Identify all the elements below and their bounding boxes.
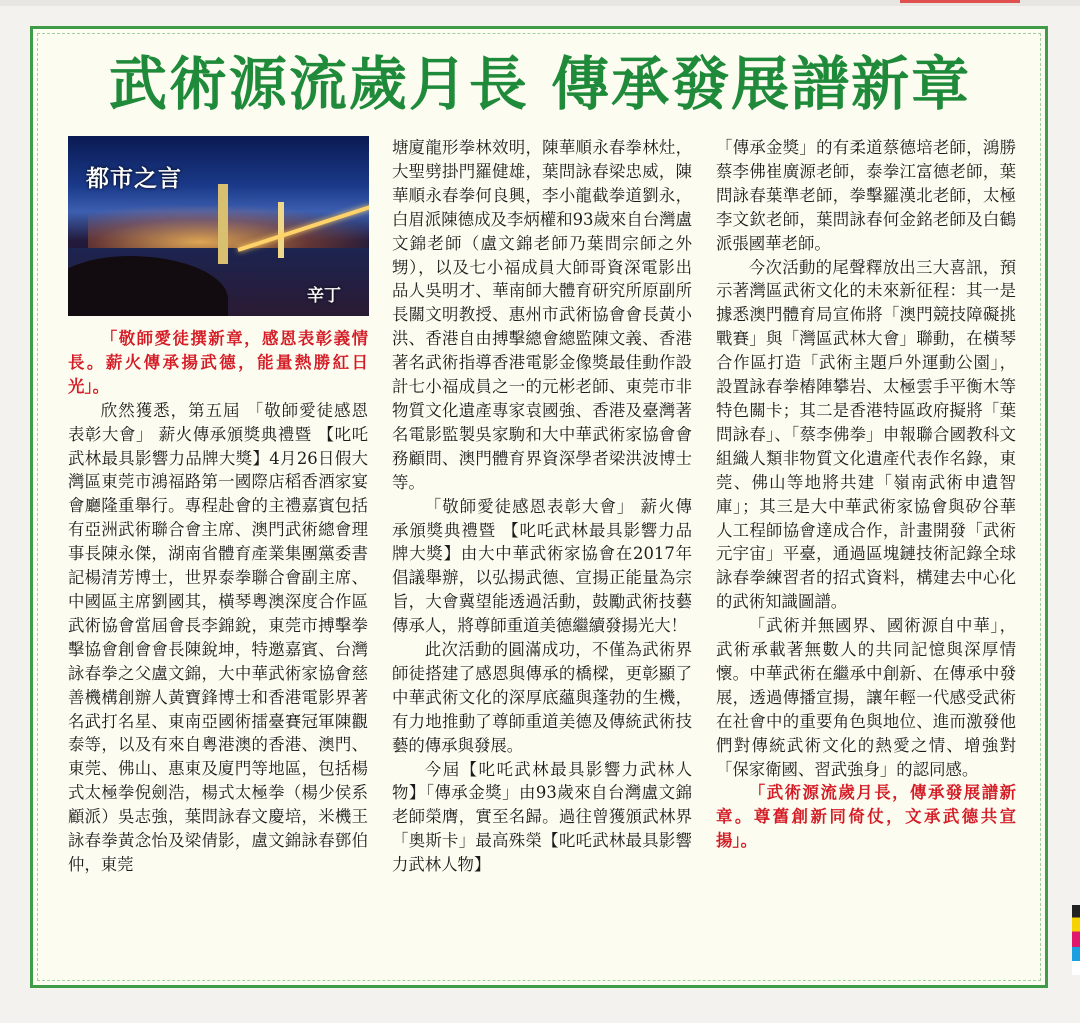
lead-verse: 「敬師愛徒撰新章，感恩表彰義情長。薪火傳承揚武德，能量熱勝紅日光」。	[68, 329, 368, 396]
paragraph: 塘廈龍形拳林效明，陳華順永春拳林灶，大聖劈掛門羅健雄，葉問詠春梁忠威，陳華順永春拳何良興，李小龍截拳道劉永，白眉派陳德成及李炳權和93歲來自台灣盧文錦老師（盧文錦老師乃葉問宗師之外甥），以及七小福成員大師哥資深電影出品人吳明才、華南師大體育研究所原副所長關文明教授、惠州市武術協會會長黃小洪、香港自由搏擊總會總監陳文義、香港著名武術指導香港電影金像獎最佳動作設計七小福成員之一的元彬老師、東莞市非物質文化遺產專家袁國強、香港及臺灣著名電影監製吳家駒和大中華武術家協會會務顧問、澳門體育界資深學者梁洪波博士等。	[392, 138, 692, 492]
tower-shape	[218, 184, 228, 264]
paragraph: 今次活動的尾聲釋放出三大喜訊，預示著灣區武術文化的未來新征程：其一是據悉澳門體育局宣佈將「澳門競技障礙挑戰賽」與「灣區武林大會」聯動，在橫琴合作區打造「武術主題戶外運動公園」，設置詠春拳樁陣攀岩、太極雲手平衡木等特色關卡；其二是香港特區政府擬將「葉問詠春」、「蔡李佛拳」申報聯合國教科文組織人類非物質文化遺產代表作名錄，東莞、佛山等地將共建「嶺南武術申遺智庫」；其三是大中華武術家協會與矽谷華人工程師協會達成合作，計畫開發「武術元宇宙」平臺，通過區塊鏈技術記錄全球詠春拳練習者的招式資料，構建去中心化的武術知識圖譜。	[716, 257, 1016, 612]
article-headline: 武術源流歲月長 傳承發展譜新章	[108, 50, 972, 118]
column-caption: 都市之言	[86, 166, 182, 192]
top-accent-line	[900, 0, 1020, 3]
paragraph: 今屆【叱吒武林最具影響力武林人物】「傳承金獎」由93歲來自台灣盧文錦老師榮膺，實至名歸。過往曾獲頒武林界「奧斯卡」最高殊榮【叱吒武林最具影響力武林人物】	[392, 759, 692, 875]
paragraph: 此次活動的圓滿成功，不僅為武術界師徒搭建了感恩與傳承的橋樑，更彰顯了中華武術文化的深厚底蘊與蓬勃的生機，有力地推動了尊師重道美德及傳統武術技藝的傳承與發展。	[392, 640, 692, 755]
column-photo	[68, 136, 369, 316]
paragraph: 「傳承金獎」的有柔道蔡德培老師，鴻勝蔡李佛崔廣源老師，泰拳江富德老師，葉問詠春葉準老師，拳擊羅漢北老師，太極李文欽老師，葉問詠春何金銘老師及白鶴派張國華老師。	[716, 138, 1016, 253]
article-column-3	[716, 136, 1016, 853]
article-column-2	[392, 136, 692, 877]
closing-verse: 「武術源流歲月長，傳承發展譜新章。尊舊創新同倚仗，文承武德共宣揚」。	[716, 783, 1016, 851]
paragraph: 「武術并無國界、國術源自中華」，武術承載著無數人的共同記憶與深厚情懷。中華武術在繼承中創新、在傳承中發展，透過傳播宣揚，讓年輕一代感受武術在社會中的重要角色與地位、進而激發他們對傳統武術文化的熱愛之情、增強對「保家衛國、習武強身」的認同感。	[716, 616, 1016, 779]
paragraph: 「敬師愛徒感恩表彰大會」 薪火傳承頒獎典禮暨 【叱吒武林最具影響力品牌大獎】由大中華武術家協會在2017年倡議舉辦，以弘揚武德、宣揚正能量為宗旨，大會冀望能透過活動，鼓勵武術技藝傳承人，將尊師重道美德繼續發揚光大！	[392, 496, 692, 636]
column-author: 辛丁	[307, 286, 341, 306]
tower-shape-2	[278, 202, 284, 258]
print-color-swatch	[1072, 905, 1080, 975]
paragraph: 欣然獲悉，第五屆 「敬師愛徒感恩表彰大會」 薪火傳承頒獎典禮暨 【叱吒武林最具影響力品牌大獎】4月26日假大灣區東莞市鴻福路第一國際店稻香酒家宴會廳隆重舉行。專程赴會的主禮嘉賓包括有亞洲武術聯合會主席、澳門武術總會理事長陳永傑，湖南省體育產業集團黨委書記楊清芳博士，世界泰拳聯合會副主席、中國區主席劉國其，橫琴粵澳深度合作區武術協會當屆會長李錦銳，東莞市搏擊拳擊協會創會會長陳銳坤，特邀嘉賓、台灣詠春拳之父盧文錦，大中華武術家協會慈善機構創辦人黃寶鋒博士和香港電影界著名武打名星、東南亞國術擂臺賽冠軍陳觀泰等，以及有來自粵港澳的香港、澳門、東莞、佛山、惠東及廈門等地區，包括楊式太極拳倪劍浩，楊式太極拳（楊少侯系顧派）吳志強，葉問詠春文慶培，米機王詠春拳黃念怡及梁倩影，盧文錦詠春鄧伯仲，東莞	[68, 400, 368, 874]
article-column-1	[68, 327, 368, 877]
